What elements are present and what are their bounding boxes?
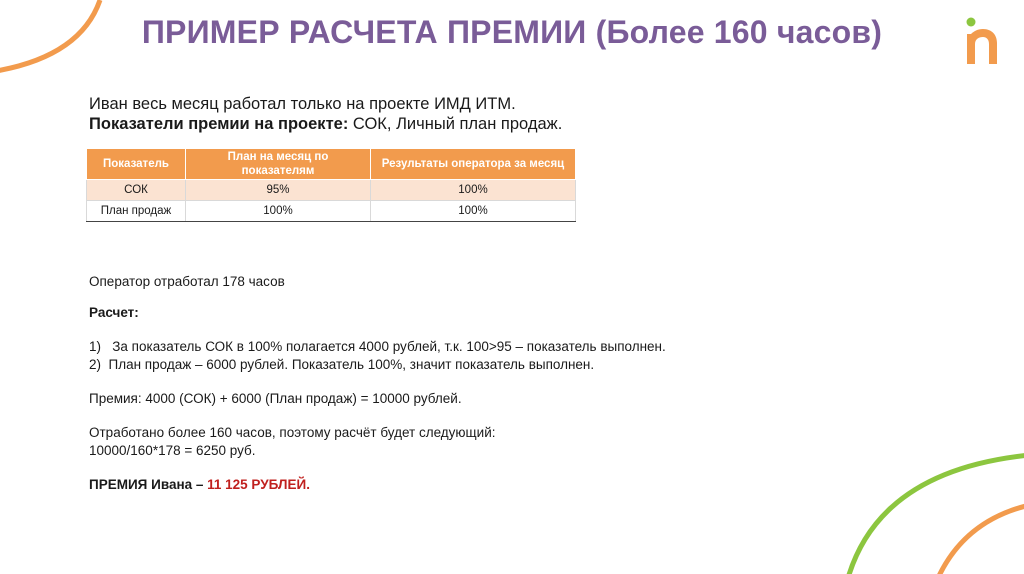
intro-line-1: Иван весь месяц работал только на проекте ИМД ИТМ. bbox=[89, 95, 516, 113]
table-cell: СОК bbox=[87, 180, 186, 201]
over-hours-line-1: Отработано более 160 часов, поэтому расчёт будет следующий: bbox=[89, 425, 496, 440]
table-cell: 100% bbox=[371, 201, 576, 222]
final-premium bbox=[89, 476, 310, 494]
table-cell: План продаж bbox=[87, 201, 186, 222]
table-row bbox=[87, 201, 576, 222]
hours-line: Оператор отработал 178 часов bbox=[89, 274, 285, 289]
over-hours-line-2: 10000/160*178 = 6250 руб. bbox=[89, 443, 256, 458]
final-premium-label: ПРЕМИЯ Ивана – bbox=[89, 477, 208, 492]
intro-text bbox=[89, 94, 562, 134]
header-plan: План на месяц по показателям bbox=[186, 149, 371, 180]
calc-item-1: 1) За показатель СОК в 100% полагается 4000 рублей, т.к. 100>95 – показатель выполнен. bbox=[89, 339, 666, 354]
orange-arc-bottom-right bbox=[938, 505, 1024, 574]
table-header-row bbox=[87, 149, 576, 180]
table-cell: 95% bbox=[186, 180, 371, 201]
calc-label: Расчет: bbox=[89, 305, 139, 320]
header-results: Результаты оператора за месяц bbox=[371, 149, 576, 180]
intro-line-2 bbox=[89, 114, 562, 134]
intro-line-2-rest: СОК, Личный план продаж. bbox=[348, 115, 563, 133]
intro-bold-label: Показатели премии на проекте: bbox=[89, 115, 349, 133]
premium-formula: Премия: 4000 (СОК) + 6000 (План продаж) = 10000 рублей. bbox=[89, 391, 462, 406]
table-row bbox=[87, 180, 576, 201]
calc-item-2: 2) План продаж – 6000 рублей. Показатель 100%, значит показатель выполнен. bbox=[89, 357, 595, 372]
table-cell: 100% bbox=[371, 180, 576, 201]
final-premium-value: 11 125 РУБЛЕЙ. bbox=[207, 477, 310, 492]
header-indicator: Показатель bbox=[87, 149, 186, 180]
table-cell: 100% bbox=[186, 201, 371, 222]
page-title: ПРИМЕР РАСЧЕТА ПРЕМИИ (Более 160 часов) bbox=[141, 14, 883, 50]
metrics-table bbox=[86, 148, 576, 222]
brand-logo-icon bbox=[962, 16, 1002, 66]
